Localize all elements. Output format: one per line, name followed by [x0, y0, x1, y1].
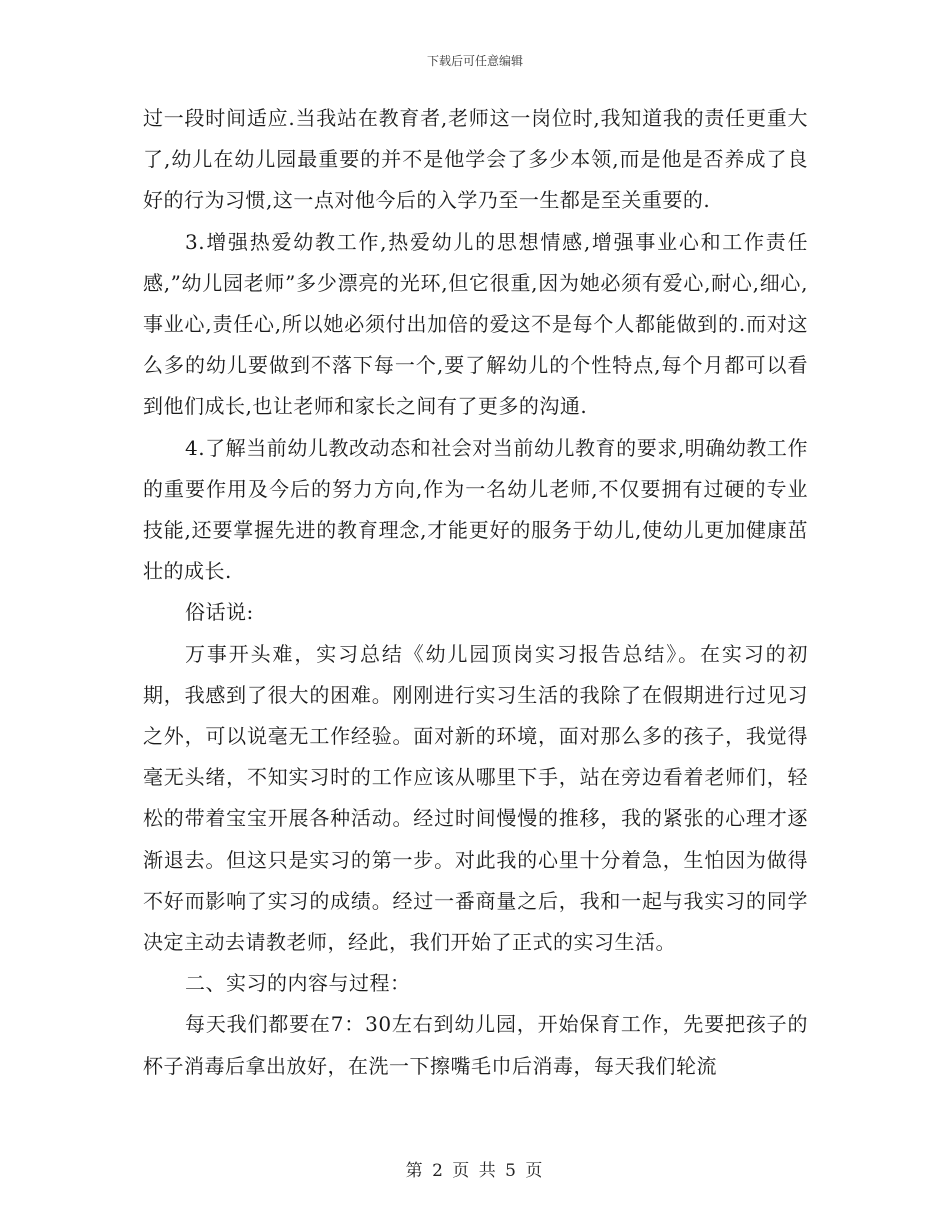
paragraph-saying: 俗话说:	[185, 600, 254, 625]
paragraph-item-4: 4.了解当前幼儿教改动态和社会对当前幼儿教育的要求,明确幼教工作的重要作用及今后的努力方向,作为一名幼儿老师,不仅要拥有过硬的专业技能,还要掌握先进的教育理念,才能更好的服务于幼儿,使幼儿更加健康茁壮的成长.	[143, 435, 808, 584]
page-header-note: 下载后可任意编辑	[426, 54, 523, 68]
paragraph-item-3: 3.增强热爱幼教工作,热爱幼儿的思想情感,增强事业心和工作责任感,”幼儿园老师”多少漂亮的光环,但它很重,因为她必须有爱心,耐心,细心,事业心,责任心,所以她必须付出加倍的爱这不是每个人都能做到的.而对这么多的幼儿要做到不落下每一个,要了解幼儿的个性特点,每个月都可以看到他们成长,也让老师和家长之间有了更多的沟通.	[143, 229, 808, 419]
paragraph-daily-routine: 每天我们都要在7：30左右到幼儿园，开始保育工作，先要把孩子的杯子消毒后拿出放好，在洗一下擦嘴毛巾后消毒，每天我们轮流	[143, 1012, 808, 1078]
page-number-footer: 第 2 页 共 5 页	[405, 1161, 545, 1181]
section-heading-content-process: 二、实习的内容与过程：	[185, 971, 411, 996]
paragraph-continuation: 过一段时间适应.当我站在教育者,老师这一岗位时,我知道我的责任更重大了,幼儿在幼儿园最重要的并不是他学会了多少本领,而是他是否养成了良好的行为习惯,这一点对他今后的入学乃至一生都是至关重要的.	[143, 106, 808, 213]
paragraph-beginning: 万事开头难，实习总结《幼儿园顶岗实习报告总结》。在实习的初期，我感到了很大的困难。刚刚进行实习生活的我除了在假期进行过见习之外，可以说毫无工作经验。面对新的环境，面对那么多的孩子，我觉得毫无头绪，不知实习时的工作应该从哪里下手，站在旁边看着老师们，轻松的带着宝宝开展各种活动。经过时间慢慢的推移，我的紧张的心理才逐渐退去。但这只是实习的第一步。对此我的心里十分着急，生怕因为做得不好而影响了实习的成绩。经过一番商量之后，我和一起与我实习的同学决定主动去请教老师，经此，我们开始了正式的实习生活。	[143, 641, 808, 955]
document-body	[143, 98, 808, 1087]
